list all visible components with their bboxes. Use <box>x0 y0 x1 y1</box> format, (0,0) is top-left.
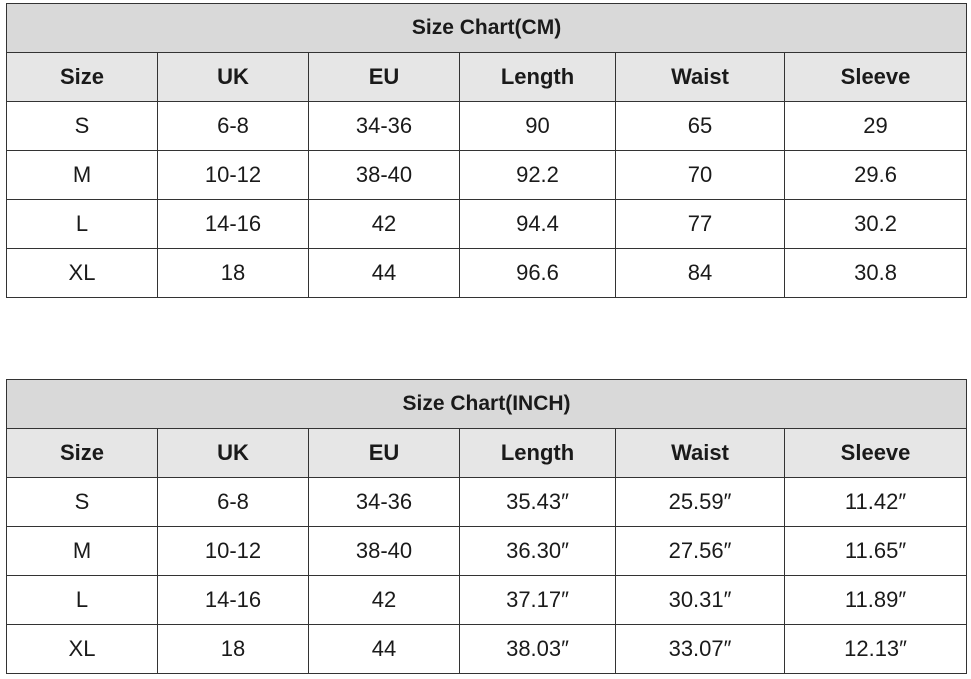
cell-length: 38.03″ <box>460 625 616 674</box>
cell-size: M <box>7 151 158 200</box>
cell-sleeve: 30.2 <box>785 200 967 249</box>
column-header-sleeve: Sleeve <box>785 53 967 102</box>
table-row <box>7 478 967 527</box>
cell-eu: 34-36 <box>309 478 460 527</box>
table-row <box>7 249 967 298</box>
cell-sleeve: 11.65″ <box>785 527 967 576</box>
cell-length: 35.43″ <box>460 478 616 527</box>
table-row <box>7 102 967 151</box>
cell-eu: 38-40 <box>309 151 460 200</box>
cell-uk: 18 <box>158 625 309 674</box>
cell-uk: 10-12 <box>158 527 309 576</box>
size-chart-cm-table <box>6 3 967 298</box>
column-header-size: Size <box>7 53 158 102</box>
cell-size: XL <box>7 625 158 674</box>
cell-sleeve: 29 <box>785 102 967 151</box>
cell-sleeve: 29.6 <box>785 151 967 200</box>
cell-uk: 6-8 <box>158 478 309 527</box>
column-header-eu: EU <box>309 429 460 478</box>
table-header-row <box>7 429 967 478</box>
cell-sleeve: 11.89″ <box>785 576 967 625</box>
table-header-row <box>7 53 967 102</box>
cell-length: 96.6 <box>460 249 616 298</box>
cell-size: M <box>7 527 158 576</box>
column-header-sleeve: Sleeve <box>785 429 967 478</box>
cell-eu: 42 <box>309 200 460 249</box>
cell-length: 90 <box>460 102 616 151</box>
cell-uk: 14-16 <box>158 576 309 625</box>
cell-eu: 34-36 <box>309 102 460 151</box>
cell-waist: 84 <box>616 249 785 298</box>
table-row <box>7 527 967 576</box>
cell-waist: 30.31″ <box>616 576 785 625</box>
cell-size: S <box>7 102 158 151</box>
cell-size: S <box>7 478 158 527</box>
table-row <box>7 576 967 625</box>
cell-eu: 44 <box>309 625 460 674</box>
cell-eu: 42 <box>309 576 460 625</box>
cell-sleeve: 12.13″ <box>785 625 967 674</box>
column-header-eu: EU <box>309 53 460 102</box>
cell-sleeve: 11.42″ <box>785 478 967 527</box>
cell-uk: 18 <box>158 249 309 298</box>
cell-size: XL <box>7 249 158 298</box>
table-row <box>7 625 967 674</box>
cell-waist: 33.07″ <box>616 625 785 674</box>
column-header-length: Length <box>460 429 616 478</box>
cell-uk: 14-16 <box>158 200 309 249</box>
cell-eu: 44 <box>309 249 460 298</box>
cell-waist: 25.59″ <box>616 478 785 527</box>
column-header-uk: UK <box>158 429 309 478</box>
size-chart-inch-table <box>6 379 967 674</box>
cell-length: 94.4 <box>460 200 616 249</box>
column-header-length: Length <box>460 53 616 102</box>
cell-waist: 70 <box>616 151 785 200</box>
cell-length: 36.30″ <box>460 527 616 576</box>
cell-waist: 27.56″ <box>616 527 785 576</box>
cell-waist: 77 <box>616 200 785 249</box>
cell-size: L <box>7 200 158 249</box>
table-row <box>7 151 967 200</box>
table-title: Size Chart(CM) <box>7 4 967 53</box>
cell-waist: 65 <box>616 102 785 151</box>
cell-uk: 10-12 <box>158 151 309 200</box>
cell-length: 37.17″ <box>460 576 616 625</box>
table-title: Size Chart(INCH) <box>7 380 967 429</box>
column-header-size: Size <box>7 429 158 478</box>
column-header-uk: UK <box>158 53 309 102</box>
table-row <box>7 200 967 249</box>
cell-uk: 6-8 <box>158 102 309 151</box>
column-header-waist: Waist <box>616 53 785 102</box>
column-header-waist: Waist <box>616 429 785 478</box>
cell-eu: 38-40 <box>309 527 460 576</box>
table-title-row <box>7 380 967 429</box>
cell-size: L <box>7 576 158 625</box>
cell-length: 92.2 <box>460 151 616 200</box>
table-title-row <box>7 4 967 53</box>
cell-sleeve: 30.8 <box>785 249 967 298</box>
